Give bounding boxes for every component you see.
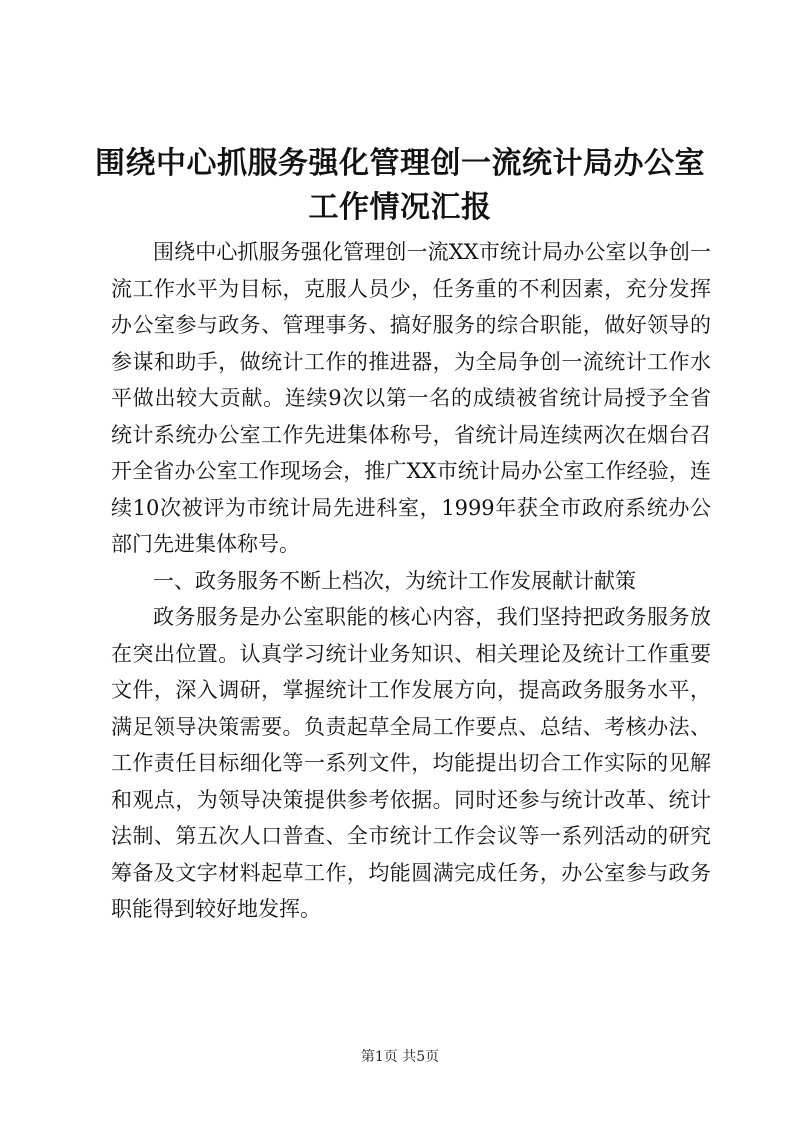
document-title xyxy=(80,142,720,230)
page-number-footer: 第1页 共5页 xyxy=(360,1049,440,1065)
paragraph-intro: 围绕中心抓服务强化管理创一流XX市统计局办公室以争创一流工作水平为目标，克服人员少，任务重的不利因素，充分发挥办公室参与政务、管理事务、搞好服务的综合职能，做好领导的参谋和助手，做统计工作的推进器，为全局争创一流统计工作水平做出较大贡献。连续9次以第一名的成绩被省统计局授予全省统计系统办公室工作先进集体称号，省统计局连续两次在烟台召开全省办公室工作现场会，推广XX市统计局办公室工作经验，连续10次被评为市统计局先进科室，1999年获全市政府系统办公部门先进集体称号。 xyxy=(111,240,711,556)
title-line-2: 工作情况汇报 xyxy=(308,190,492,225)
title-line-1: 围绕中心抓服务强化管理创一流统计局办公室 xyxy=(95,146,705,181)
paragraph-section-1: 政务服务是办公室职能的核心内容，我们坚持把政务服务放在突出位置。认真学习统计业务知识、相关理论及统计工作重要文件，深入调研，掌握统计工作发展方向，提高政务服务水平，满足领导决策需要。负责起草全局工作要点、总结、考核办法、工作责任目标细化等一系列文件，均能提出切合工作实际的见解和观点，为领导决策提供参考依据。同时还参与统计改革、统计法制、第五次人口普查、全市统计工作会议等一系列活动的研究筹备及文字材料起草工作，均能圆满完成任务，办公室参与政务职能得到较好地发挥。 xyxy=(111,605,711,921)
document-body xyxy=(111,234,711,928)
section-heading-1: 一、政务服务不断上档次，为统计工作发展献计献策 xyxy=(153,568,636,593)
